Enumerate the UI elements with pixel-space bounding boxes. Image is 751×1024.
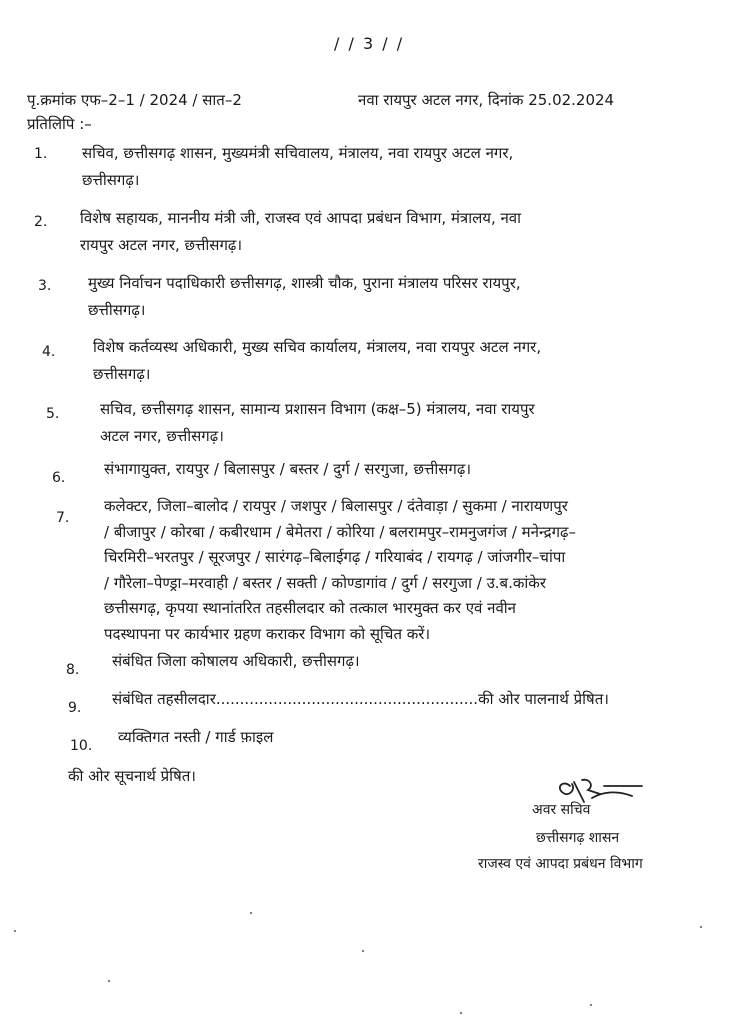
scan-speck: [250, 912, 252, 914]
list-item: [104, 494, 576, 647]
list-item: [100, 396, 535, 450]
item-number: 5.: [46, 406, 60, 422]
item-line: विशेष सहायक, माननीय मंत्री जी, राजस्व एवं आपदा प्रबंधन विभाग, मंत्रालय, नवा: [80, 209, 522, 227]
item-line: कलेक्टर, जिला–बालोद / रायपुर / जशपुर / बिलासपुर / दंतेवाड़ा / सुकमा / नारायणपुर: [104, 497, 568, 515]
list-item: [112, 686, 609, 713]
item-number: 10.: [70, 738, 93, 754]
item-line: छत्तीसगढ़।: [93, 365, 151, 383]
scan-speck: [700, 926, 702, 928]
item-number: 7.: [56, 510, 70, 526]
signatory-department: राजस्व एवं आपदा प्रबंधन विभाग: [478, 856, 643, 872]
item-line: छत्तीसगढ़।: [88, 301, 146, 319]
item-line: अटल नगर, छत्तीसगढ़।: [100, 427, 224, 445]
item-line: चिरमिरी–भरतपुर / सूरजपुर / सारंगढ़–बिलाईगढ़ / गरियाबंद / रायगढ़ / जांजगीर–चांपा: [104, 548, 566, 566]
scan-speck: [362, 950, 364, 952]
scan-speck: [14, 930, 16, 932]
scan-speck: [460, 1012, 462, 1014]
closing-line: की ओर सूचनार्थ प्रेषित।: [68, 767, 196, 785]
place-date: नवा रायपुर अटल नगर, दिनांक 25.02.2024: [358, 91, 615, 109]
item-number: 8.: [66, 662, 80, 678]
item-line: छत्तीसगढ़, कृपया स्थानांतरित तहसीलदार को तत्काल भारमुक्त कर एवं नवीन: [104, 599, 517, 617]
item-line: संभागायुक्त, रायपुर / बिलासपुर / बस्तर / दुर्ग / सरगुजा, छत्तीसगढ़।: [104, 460, 472, 478]
reference-number: पृ.क्रमांक एफ–2–1 / 2024 / सात–2: [27, 91, 242, 109]
signatory-government: छत्तीसगढ़ शासन: [536, 830, 620, 846]
item-number: 1.: [34, 146, 48, 162]
item-line: / गौरेला–पेण्ड्रा–मरवाही / बस्तर / सक्ती / कोण्डागांव / दुर्ग / सरगुजा / उ.ब.कांकेर: [104, 573, 546, 592]
signatory-designation: अवर सचिव: [532, 802, 591, 818]
item-line: संबंधित जिला कोषालय अधिकारी, छत्तीसगढ़।: [112, 652, 360, 670]
list-item: [104, 456, 471, 483]
scan-speck: [108, 980, 110, 982]
scan-speck: [590, 1004, 592, 1006]
item-line: व्यक्तिगत नस्ती / गार्ड फ़ाइल: [118, 728, 274, 746]
list-item: [93, 334, 541, 388]
item-number: 4.: [42, 344, 56, 360]
list-item: [118, 724, 273, 751]
item-number: 2.: [34, 214, 48, 230]
list-item: [80, 205, 521, 259]
item-line: विशेष कर्तव्यस्थ अधिकारी, मुख्य सचिव कार्यालय, मंत्रालय, नवा रायपुर अटल नगर,: [93, 338, 542, 356]
copy-to-label: प्रतिलिपि :–: [27, 115, 92, 133]
item-line: सचिव, छत्तीसगढ़ शासन, मुख्यमंत्री सचिवालय, मंत्रालय, नवा रायपुर अटल नगर,: [82, 144, 514, 162]
item-number: 3.: [38, 278, 52, 294]
item-number: 6.: [52, 470, 66, 486]
item-line: संबंधित तहसीलदार.......................................................की ओर पालनार्थ प्रेषित।: [112, 690, 609, 708]
item-line: / बीजापुर / कोरबा / कबीरधाम / बेमेतरा / कोरिया / बलरामपुर–रामनुजगंज / मनेन्द्रगढ़–: [104, 522, 576, 541]
list-item: [112, 648, 360, 675]
page-number: / / 3 / /: [334, 34, 405, 53]
list-item: [82, 140, 513, 194]
item-line: मुख्य निर्वाचन पदाधिकारी छत्तीसगढ़, शास्त्री चौक, पुराना मंत्रालय परिसर रायपुर,: [88, 274, 521, 292]
item-line: पदस्थापना पर कार्यभार ग्रहण कराकर विभाग को सूचित करें।: [104, 624, 431, 643]
list-item: [88, 270, 521, 324]
item-line: छत्तीसगढ़।: [82, 171, 140, 189]
item-line: सचिव, छत्तीसगढ़ शासन, सामान्य प्रशासन विभाग (कक्ष–5) मंत्रालय, नवा रायपुर: [100, 400, 535, 418]
item-line: रायपुर अटल नगर, छत्तीसगढ़।: [80, 236, 243, 254]
item-number: 9.: [68, 700, 82, 716]
